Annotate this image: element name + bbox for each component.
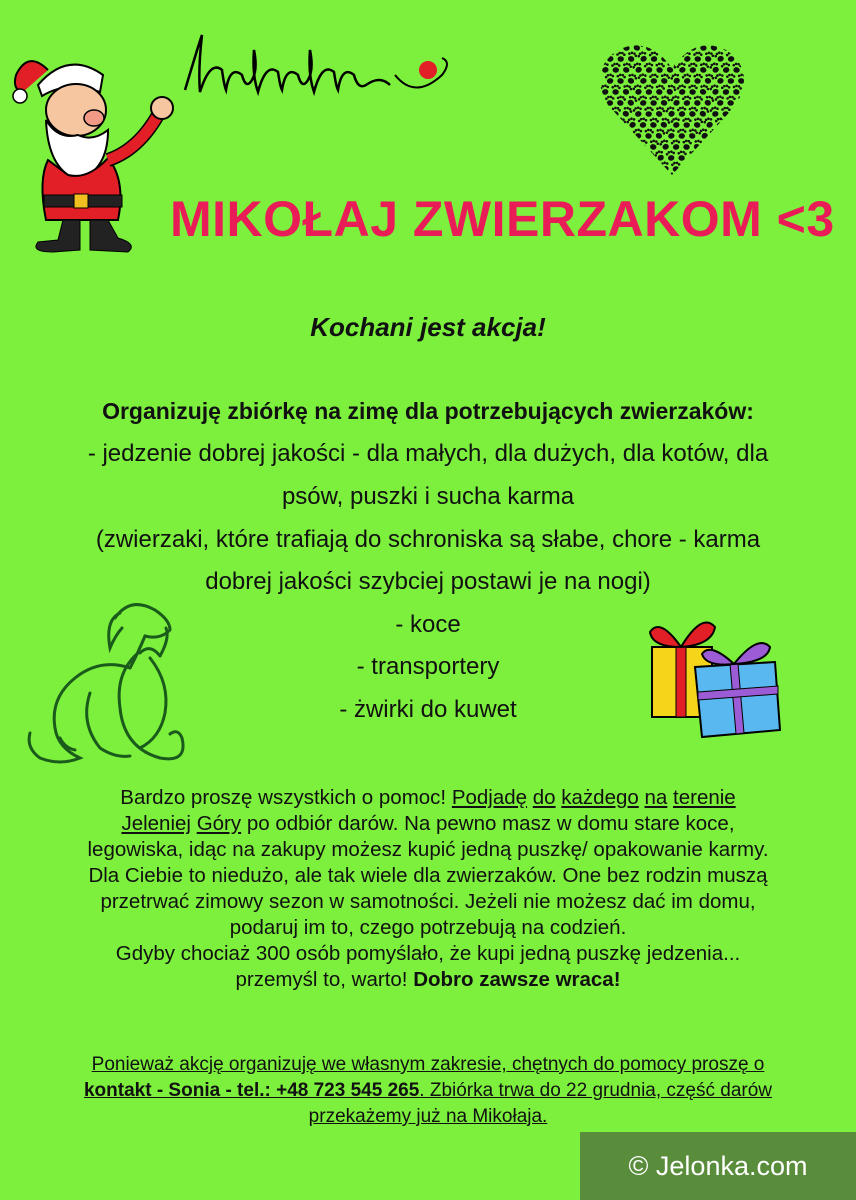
paw-print-icon <box>692 117 704 129</box>
paw-heart-icon <box>598 40 746 180</box>
paw-print-icon <box>614 160 627 173</box>
paw-print-icon <box>616 52 625 62</box>
paw-print-icon <box>720 150 731 162</box>
paw-print-icon <box>731 84 742 96</box>
subtitle: Kochani jest akcja! <box>310 312 546 342</box>
paw-print-icon <box>604 73 615 85</box>
appeal-text: Dla Ciebie to niedużo, ale tak wiele dla zwierzaków. One bez rodzin muszą <box>88 864 768 887</box>
paw-print-icon <box>702 116 715 129</box>
paw-print-icon <box>726 117 737 128</box>
paw-print-icon <box>605 139 616 150</box>
paw-print-icon <box>725 51 736 63</box>
page-title: MIKOŁAJ ZWIERZAKOM <3 <box>170 191 835 247</box>
paw-print-icon <box>633 150 643 161</box>
paw-print-icon <box>620 127 633 140</box>
paw-print-icon <box>637 95 649 107</box>
appeal-text: Bardzo proszę wszystkich o pomoc! <box>120 786 452 809</box>
paw-print-icon <box>710 173 720 180</box>
paw-print-icon <box>621 105 634 118</box>
paw-print-icon <box>721 107 730 117</box>
paw-print-icon <box>643 62 654 74</box>
paw-print-icon <box>732 62 742 73</box>
appeal-underlined: każdego <box>561 786 639 809</box>
paw-print-icon <box>626 51 638 63</box>
paw-print-icon <box>736 95 746 108</box>
paw-print-icon <box>605 95 615 106</box>
paw-print-icon <box>599 84 610 96</box>
paw-print-icon <box>621 149 633 162</box>
paw-print-icon <box>688 84 698 95</box>
appeal-text: przemyśl to, warto! <box>235 968 414 991</box>
paw-print-icon <box>666 172 677 180</box>
paw-print-icon <box>725 139 737 151</box>
paw-print-icon <box>709 128 720 140</box>
paw-print-icon <box>699 40 710 51</box>
paw-print-icon <box>691 160 704 173</box>
paw-print-icon <box>697 127 710 140</box>
paw-print-icon <box>736 73 746 85</box>
paw-print-icon <box>659 160 671 173</box>
paw-print-icon <box>654 84 665 96</box>
paw-print-icon <box>626 161 637 173</box>
paw-print-icon <box>671 161 681 172</box>
paw-print-icon <box>709 83 722 96</box>
paw-print-icon <box>687 149 699 162</box>
contact-text: przekażemy już na Mikołaja. <box>308 1106 548 1127</box>
paw-print-icon <box>730 149 743 162</box>
paw-print-icon <box>598 40 611 52</box>
paw-print-icon <box>626 72 639 85</box>
paw-print-icon <box>681 161 692 173</box>
paw-print-icon <box>633 173 643 180</box>
paw-print-icon <box>605 118 615 128</box>
paw-print-icon <box>621 83 633 96</box>
paw-print-icon <box>659 116 672 129</box>
list-item: - koce <box>395 611 461 638</box>
paw-print-icon <box>676 172 687 180</box>
paw-print-icon <box>682 118 691 128</box>
paw-print-icon <box>732 41 742 51</box>
appeal-underlined: Góry <box>196 812 242 835</box>
paw-print-icon <box>726 73 736 84</box>
paw-print-icon <box>709 40 722 52</box>
paw-print-icon <box>625 116 638 129</box>
paw-print-icon <box>648 51 659 62</box>
paw-print-icon <box>638 117 649 128</box>
paw-print-icon <box>621 62 633 74</box>
paw-print-icon <box>670 50 683 63</box>
paw-print-icon <box>654 106 666 119</box>
paw-print-icon <box>625 94 638 107</box>
paw-print-icon <box>713 50 726 63</box>
paw-print-icon <box>616 73 626 84</box>
appeal-text: przetrwać zimowy sezon w samotności. Jeżeli nie możesz dać im domu, <box>100 890 756 913</box>
paw-print-icon <box>721 84 731 95</box>
paw-print-icon <box>681 50 693 63</box>
paw-print-icon <box>621 172 633 180</box>
paw-print-icon <box>658 138 671 151</box>
paw-print-icon <box>698 149 710 162</box>
paw-print-icon <box>600 106 611 117</box>
paw-print-icon <box>615 138 628 151</box>
paw-print-icon <box>692 138 705 151</box>
paw-print-icon <box>636 50 649 63</box>
paw-print-icon <box>720 172 732 180</box>
list-item: - jedzenie dobrej jakości - dla małych, dla dużych, dla kotów, dla <box>87 440 769 467</box>
paw-print-icon <box>714 95 726 107</box>
paw-print-icon <box>638 161 648 172</box>
paw-print-icon <box>626 138 638 151</box>
list-item: - transportery <box>356 653 500 680</box>
contact-paragraph <box>0 1052 856 1130</box>
paw-print-icon <box>615 117 627 130</box>
paw-print-icon <box>726 96 736 106</box>
paw-print-icon <box>665 61 678 74</box>
paw-print-icon <box>655 41 664 51</box>
paw-print-icon <box>610 128 622 140</box>
paw-print-icon <box>731 127 744 140</box>
appeal-text: podaruj im to, czego potrzebują na codzień. <box>229 916 627 939</box>
paw-print-icon <box>609 171 622 180</box>
paw-print-icon <box>659 73 671 85</box>
paw-print-icon <box>660 51 671 62</box>
paw-print-icon <box>653 171 666 180</box>
appeal-text: Gdyby chociaż 300 osób pomyślało, że kupi jedną puszkę jedzenia... <box>115 942 741 965</box>
paw-print-icon <box>698 83 710 96</box>
paw-print-icon <box>632 106 644 118</box>
paw-print-icon <box>665 127 677 140</box>
paw-print-icon <box>735 138 746 151</box>
paw-print-icon <box>687 171 700 180</box>
paw-print-icon <box>736 116 746 129</box>
contact-text: . Zbiórka trwa do 22 grudnia, część darów <box>419 1080 773 1101</box>
paw-print-icon <box>644 84 654 95</box>
paw-print-icon <box>682 139 692 150</box>
paw-print-icon <box>644 128 655 139</box>
paw-print-icon <box>681 73 692 85</box>
appeal-paragraph <box>0 785 856 993</box>
paw-print-icon <box>720 40 732 52</box>
paw-print-icon <box>709 106 721 118</box>
paw-print-icon <box>649 73 659 84</box>
paw-print-icon <box>648 139 660 151</box>
paw-print-icon <box>714 72 726 85</box>
paw-print-icon <box>736 160 746 173</box>
paw-print-icon <box>659 94 671 107</box>
paw-print-icon <box>677 150 687 161</box>
paw-print-icon <box>725 160 737 173</box>
paw-print-icon <box>632 128 643 140</box>
paw-print-icon <box>638 140 648 150</box>
list-heading: Organizuję zbiórkę na zimę dla potrzebujących zwierzaków: <box>102 398 754 424</box>
paw-print-icon <box>676 61 688 74</box>
paw-print-icon <box>600 150 610 161</box>
paw-print-icon <box>615 95 626 107</box>
paw-print-icon <box>703 161 715 173</box>
paw-print-icon <box>675 40 688 52</box>
paw-print-icon <box>698 172 710 180</box>
paw-print-icon <box>702 94 715 107</box>
appeal-text: po odbiór darów. Na pewno masz w domu stare koce, <box>241 812 735 835</box>
paw-print-icon <box>631 61 644 74</box>
appeal-underlined: Podjadę <box>451 786 528 809</box>
paw-print-icon <box>714 117 725 128</box>
paw-print-icon <box>599 172 610 180</box>
paw-print-icon <box>664 83 677 96</box>
appeal-underlined: terenie <box>673 786 736 809</box>
hohoho-lettering <box>180 30 455 110</box>
paw-print-icon <box>637 72 649 85</box>
contact-text: Ponieważ akcję organizuję we własnym zakresie, chętnych do pomocy proszę o <box>91 1054 765 1075</box>
appeal-text: legowiska, idąc na zakupy możesz kupić jedną puszkę/ opakowanie karmy. <box>87 838 769 861</box>
paw-print-icon <box>632 40 645 52</box>
paw-print-icon <box>731 106 743 118</box>
paw-print-icon <box>654 127 667 140</box>
paw-print-icon <box>708 61 721 74</box>
paw-print-icon <box>677 106 688 117</box>
appeal-underlined: na <box>644 786 668 809</box>
paw-print-icon <box>693 73 703 84</box>
list-item: (zwierzaki, które trafiają do schroniska są słabe, chore - karma <box>95 526 761 553</box>
paw-print-icon <box>670 117 682 129</box>
paw-print-icon <box>676 84 688 96</box>
paw-print-icon <box>698 105 711 118</box>
paw-print-icon <box>644 107 654 117</box>
paw-print-icon <box>693 52 703 62</box>
paw-print-icon <box>688 62 698 73</box>
paw-print-icon <box>649 95 659 106</box>
paw-print-icon <box>604 51 616 63</box>
appeal-underlined: do <box>532 786 556 809</box>
paw-print-icon <box>648 160 660 173</box>
paw-print-icon <box>688 106 699 117</box>
paw-print-icon <box>670 94 683 107</box>
contact-phone: kontakt - Sonia - tel.: +48 723 545 265 <box>83 1080 420 1101</box>
paw-print-icon <box>670 139 681 151</box>
paw-print-icon <box>730 171 743 180</box>
list-item: dobrej jakości szybciej postawi je na nogi) <box>205 568 651 595</box>
paw-print-icon <box>632 83 644 96</box>
paw-print-icon <box>698 62 710 74</box>
gift-boxes-illustration <box>640 612 790 742</box>
paw-print-icon <box>721 128 731 139</box>
dog-cat-illustration <box>20 598 190 770</box>
paw-print-icon <box>687 128 699 140</box>
paw-print-icon <box>600 129 610 139</box>
watermark: © Jelonka.com <box>580 1132 856 1200</box>
paw-print-icon <box>610 106 621 118</box>
paw-print-icon <box>677 129 687 139</box>
paw-print-icon <box>703 72 716 85</box>
paw-print-icon <box>655 62 665 73</box>
paw-print-icon <box>599 61 611 74</box>
paw-print-icon <box>611 63 621 73</box>
paw-print-icon <box>622 40 633 51</box>
paw-print-icon <box>611 40 622 51</box>
paw-print-icon <box>692 95 703 107</box>
paw-print-icon <box>703 138 715 151</box>
paw-print-icon <box>611 84 621 95</box>
paw-print-icon <box>610 149 623 162</box>
list-item: - żwirki do kuwet <box>339 696 517 723</box>
paw-print-icon <box>720 62 731 74</box>
paw-print-icon <box>653 149 666 162</box>
paw-print-icon <box>643 172 655 180</box>
paw-print-icon <box>687 40 698 51</box>
appeal-bold: Dobro zawsze wraca! <box>413 968 621 991</box>
paw-print-icon <box>703 51 715 63</box>
paw-print-icon <box>710 150 720 161</box>
paw-print-icon <box>643 150 654 162</box>
paw-print-icon <box>737 51 746 62</box>
paw-print-icon <box>682 95 692 106</box>
list-item: psów, puszki i sucha karma <box>281 483 575 510</box>
paw-print-icon <box>649 117 660 128</box>
paw-print-icon <box>604 161 615 173</box>
paw-print-icon <box>715 139 725 150</box>
appeal-underlined: Jeleniej <box>121 812 191 835</box>
paw-print-icon <box>665 150 676 162</box>
paw-print-icon <box>715 161 725 172</box>
paw-print-icon <box>643 40 655 52</box>
paw-print-icon <box>665 40 677 52</box>
paw-print-icon <box>664 105 677 118</box>
paw-print-icon <box>669 72 682 85</box>
